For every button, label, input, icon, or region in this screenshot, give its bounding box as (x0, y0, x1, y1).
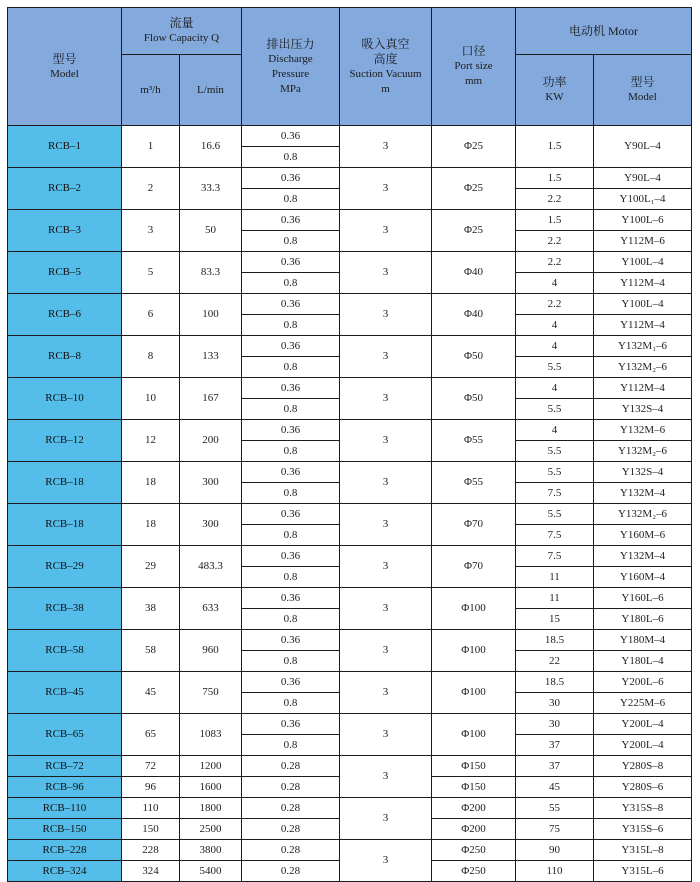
table-row (8, 294, 692, 315)
pressure-cell: 0.28 (242, 798, 340, 819)
header-power: 功率 KW (516, 55, 594, 126)
pressure-cell: 0.36 (242, 126, 340, 147)
port-size-cell: Φ100 (432, 630, 516, 672)
pressure-cell: 0.8 (242, 231, 340, 252)
flow-lmin-cell: 750 (180, 672, 242, 714)
power-cell: 22 (516, 651, 594, 672)
flow-lmin-cell: 33.3 (180, 168, 242, 210)
power-cell: 4 (516, 336, 594, 357)
model-cell: RCB–72 (8, 756, 122, 777)
table-header (8, 8, 692, 126)
power-cell: 110 (516, 861, 594, 882)
flow-lmin-cell: 633 (180, 588, 242, 630)
model-cell: RCB–65 (8, 714, 122, 756)
power-cell: 2.2 (516, 231, 594, 252)
power-cell: 18.5 (516, 672, 594, 693)
power-cell: 1.5 (516, 210, 594, 231)
model-cell: RCB–45 (8, 672, 122, 714)
power-cell: 4 (516, 315, 594, 336)
power-cell: 5.5 (516, 462, 594, 483)
pressure-cell: 0.8 (242, 693, 340, 714)
motor-model-cell: Y315S–8 (594, 798, 692, 819)
motor-model-cell: Y225M–6 (594, 693, 692, 714)
flow-m3h-cell: 65 (122, 714, 180, 756)
table-row (8, 336, 692, 357)
pressure-cell: 0.36 (242, 714, 340, 735)
port-size-cell: Φ100 (432, 714, 516, 756)
pressure-cell: 0.8 (242, 147, 340, 168)
port-size-cell: Φ40 (432, 252, 516, 294)
flow-lmin-cell: 1600 (180, 777, 242, 798)
motor-model-cell: Y132M–4 (594, 483, 692, 504)
pressure-cell: 0.36 (242, 504, 340, 525)
port-size-cell: Φ25 (432, 210, 516, 252)
model-cell: RCB–324 (8, 861, 122, 882)
power-cell: 2.2 (516, 294, 594, 315)
flow-m3h-cell: 2 (122, 168, 180, 210)
port-size-cell: Φ25 (432, 126, 516, 168)
port-size-cell: Φ100 (432, 672, 516, 714)
model-cell: RCB–8 (8, 336, 122, 378)
motor-model-cell: Y100L–6 (594, 210, 692, 231)
table-row (8, 756, 692, 777)
port-size-cell: Φ70 (432, 546, 516, 588)
power-cell: 4 (516, 420, 594, 441)
suction-cell: 3 (340, 840, 432, 882)
model-cell: RCB–29 (8, 546, 122, 588)
header-motor-model: 型号 Model (594, 55, 692, 126)
flow-lmin-cell: 200 (180, 420, 242, 462)
motor-model-cell: Y112M–4 (594, 273, 692, 294)
pressure-cell: 0.36 (242, 630, 340, 651)
motor-model-cell: Y132M₂–6 (594, 504, 692, 525)
pressure-cell: 0.28 (242, 756, 340, 777)
suction-cell: 3 (340, 546, 432, 588)
flow-m3h-cell: 58 (122, 630, 180, 672)
motor-model-cell: Y315L–6 (594, 861, 692, 882)
motor-model-cell: Y315L–8 (594, 840, 692, 861)
suction-cell: 3 (340, 126, 432, 168)
port-size-cell: Φ200 (432, 798, 516, 819)
pressure-cell: 0.8 (242, 525, 340, 546)
table-row (8, 840, 692, 861)
suction-cell: 3 (340, 672, 432, 714)
table-row (8, 798, 692, 819)
pressure-cell: 0.8 (242, 609, 340, 630)
pressure-cell: 0.36 (242, 252, 340, 273)
motor-model-cell: Y160L–6 (594, 588, 692, 609)
table-body (8, 126, 692, 882)
pressure-cell: 0.36 (242, 378, 340, 399)
flow-m3h-cell: 3 (122, 210, 180, 252)
motor-model-cell: Y315S–6 (594, 819, 692, 840)
flow-m3h-cell: 150 (122, 819, 180, 840)
pressure-cell: 0.8 (242, 651, 340, 672)
flow-m3h-cell: 8 (122, 336, 180, 378)
power-cell: 5.5 (516, 504, 594, 525)
motor-model-cell: Y200L–6 (594, 672, 692, 693)
motor-model-cell: Y180L–6 (594, 609, 692, 630)
suction-cell: 3 (340, 756, 432, 798)
suction-cell: 3 (340, 714, 432, 756)
table-row (8, 126, 692, 147)
header-flow-lmin: L/min (180, 55, 242, 126)
power-cell: 15 (516, 609, 594, 630)
motor-model-cell: Y132M–4 (594, 546, 692, 567)
power-cell: 4 (516, 273, 594, 294)
power-cell: 37 (516, 756, 594, 777)
header-pressure: 排出压力 Discharge Pressure MPa (242, 8, 340, 126)
pressure-cell: 0.36 (242, 336, 340, 357)
flow-m3h-cell: 18 (122, 462, 180, 504)
flow-lmin-cell: 2500 (180, 819, 242, 840)
motor-model-cell: Y180M–4 (594, 630, 692, 651)
power-cell: 11 (516, 588, 594, 609)
motor-model-cell: Y160M–6 (594, 525, 692, 546)
power-cell: 75 (516, 819, 594, 840)
power-cell: 5.5 (516, 399, 594, 420)
flow-m3h-cell: 38 (122, 588, 180, 630)
motor-model-cell: Y200L–4 (594, 714, 692, 735)
port-size-cell: Φ55 (432, 462, 516, 504)
flow-m3h-cell: 96 (122, 777, 180, 798)
power-cell: 90 (516, 840, 594, 861)
header-port-size: 口径 Port size mm (432, 8, 516, 126)
power-cell: 7.5 (516, 483, 594, 504)
table-row (8, 672, 692, 693)
motor-model-cell: Y100L₁–4 (594, 189, 692, 210)
pressure-cell: 0.8 (242, 189, 340, 210)
model-cell: RCB–18 (8, 462, 122, 504)
flow-m3h-cell: 110 (122, 798, 180, 819)
power-cell: 30 (516, 714, 594, 735)
port-size-cell: Φ100 (432, 588, 516, 630)
motor-model-cell: Y132M₂–6 (594, 357, 692, 378)
pressure-cell: 0.8 (242, 315, 340, 336)
power-cell: 30 (516, 693, 594, 714)
header-model: 型号 Model (8, 8, 122, 126)
flow-lmin-cell: 83.3 (180, 252, 242, 294)
motor-model-cell: Y112M–4 (594, 315, 692, 336)
flow-lmin-cell: 133 (180, 336, 242, 378)
suction-cell: 3 (340, 798, 432, 840)
suction-cell: 3 (340, 168, 432, 210)
power-cell: 1.5 (516, 168, 594, 189)
motor-model-cell: Y132M–6 (594, 420, 692, 441)
table-row (8, 168, 692, 189)
model-cell: RCB–38 (8, 588, 122, 630)
pressure-cell: 0.28 (242, 840, 340, 861)
motor-model-cell: Y112M–4 (594, 378, 692, 399)
pressure-cell: 0.28 (242, 861, 340, 882)
suction-cell: 3 (340, 462, 432, 504)
flow-m3h-cell: 45 (122, 672, 180, 714)
power-cell: 2.2 (516, 189, 594, 210)
motor-model-cell: Y280S–8 (594, 756, 692, 777)
pressure-cell: 0.28 (242, 777, 340, 798)
power-cell: 45 (516, 777, 594, 798)
flow-lmin-cell: 1083 (180, 714, 242, 756)
flow-m3h-cell: 12 (122, 420, 180, 462)
power-cell: 37 (516, 735, 594, 756)
pressure-cell: 0.36 (242, 168, 340, 189)
suction-cell: 3 (340, 336, 432, 378)
port-size-cell: Φ55 (432, 420, 516, 462)
port-size-cell: Φ150 (432, 777, 516, 798)
power-cell: 5.5 (516, 441, 594, 462)
pressure-cell: 0.36 (242, 420, 340, 441)
power-cell: 4 (516, 378, 594, 399)
motor-model-cell: Y112M–6 (594, 231, 692, 252)
flow-lmin-cell: 16.6 (180, 126, 242, 168)
model-cell: RCB–1 (8, 126, 122, 168)
port-size-cell: Φ50 (432, 336, 516, 378)
flow-m3h-cell: 10 (122, 378, 180, 420)
model-cell: RCB–150 (8, 819, 122, 840)
model-cell: RCB–10 (8, 378, 122, 420)
port-size-cell: Φ50 (432, 378, 516, 420)
model-cell: RCB–3 (8, 210, 122, 252)
flow-lmin-cell: 5400 (180, 861, 242, 882)
motor-model-cell: Y200L–4 (594, 735, 692, 756)
pressure-cell: 0.28 (242, 819, 340, 840)
flow-lmin-cell: 100 (180, 294, 242, 336)
table-row (8, 546, 692, 567)
suction-cell: 3 (340, 420, 432, 462)
flow-m3h-cell: 1 (122, 126, 180, 168)
table-row (8, 588, 692, 609)
power-cell: 18.5 (516, 630, 594, 651)
flow-lmin-cell: 50 (180, 210, 242, 252)
port-size-cell: Φ200 (432, 819, 516, 840)
header-suction: 吸入真空 高度 Suction Vacuum m (340, 8, 432, 126)
power-cell: 5.5 (516, 357, 594, 378)
table-row (8, 504, 692, 525)
flow-m3h-cell: 72 (122, 756, 180, 777)
pressure-cell: 0.8 (242, 441, 340, 462)
flow-lmin-cell: 3800 (180, 840, 242, 861)
power-cell: 11 (516, 567, 594, 588)
header-flow: 流量 Flow Capacity Q (122, 8, 242, 55)
flow-m3h-cell: 228 (122, 840, 180, 861)
table-row (8, 420, 692, 441)
motor-model-cell: Y280S–6 (594, 777, 692, 798)
pressure-cell: 0.36 (242, 588, 340, 609)
pressure-cell: 0.8 (242, 357, 340, 378)
model-cell: RCB–110 (8, 798, 122, 819)
header-flow-m3h: m³/h (122, 55, 180, 126)
port-size-cell: Φ150 (432, 756, 516, 777)
motor-model-cell: Y160M–4 (594, 567, 692, 588)
suction-cell: 3 (340, 504, 432, 546)
motor-model-cell: Y90L–4 (594, 168, 692, 189)
motor-model-cell: Y100L–4 (594, 252, 692, 273)
suction-cell: 3 (340, 252, 432, 294)
power-cell: 55 (516, 798, 594, 819)
pressure-cell: 0.8 (242, 273, 340, 294)
suction-cell: 3 (340, 588, 432, 630)
suction-cell: 3 (340, 630, 432, 672)
power-cell: 1.5 (516, 126, 594, 168)
flow-lmin-cell: 1800 (180, 798, 242, 819)
pressure-cell: 0.36 (242, 294, 340, 315)
flow-lmin-cell: 960 (180, 630, 242, 672)
flow-lmin-cell: 483.3 (180, 546, 242, 588)
flow-lmin-cell: 300 (180, 462, 242, 504)
model-cell: RCB–6 (8, 294, 122, 336)
table-row (8, 462, 692, 483)
pressure-cell: 0.36 (242, 462, 340, 483)
flow-m3h-cell: 18 (122, 504, 180, 546)
flow-m3h-cell: 29 (122, 546, 180, 588)
power-cell: 7.5 (516, 525, 594, 546)
pressure-cell: 0.36 (242, 546, 340, 567)
port-size-cell: Φ250 (432, 861, 516, 882)
port-size-cell: Φ25 (432, 168, 516, 210)
motor-model-cell: Y132S–4 (594, 462, 692, 483)
pressure-cell: 0.8 (242, 735, 340, 756)
model-cell: RCB–58 (8, 630, 122, 672)
suction-cell: 3 (340, 294, 432, 336)
flow-m3h-cell: 5 (122, 252, 180, 294)
header-motor: 电动机 Motor (516, 8, 692, 55)
suction-cell: 3 (340, 378, 432, 420)
power-cell: 2.2 (516, 252, 594, 273)
table-row (8, 210, 692, 231)
motor-model-cell: Y90L–4 (594, 126, 692, 168)
flow-m3h-cell: 324 (122, 861, 180, 882)
pressure-cell: 0.36 (242, 210, 340, 231)
pressure-cell: 0.8 (242, 399, 340, 420)
motor-model-cell: Y132S–4 (594, 399, 692, 420)
motor-model-cell: Y132M₂–6 (594, 441, 692, 462)
port-size-cell: Φ250 (432, 840, 516, 861)
pressure-cell: 0.8 (242, 483, 340, 504)
suction-cell: 3 (340, 210, 432, 252)
motor-model-cell: Y180L–4 (594, 651, 692, 672)
pressure-cell: 0.8 (242, 567, 340, 588)
port-size-cell: Φ40 (432, 294, 516, 336)
table-row (8, 714, 692, 735)
flow-lmin-cell: 167 (180, 378, 242, 420)
motor-model-cell: Y132M₁–6 (594, 336, 692, 357)
pump-spec-table (7, 7, 692, 882)
model-cell: RCB–96 (8, 777, 122, 798)
model-cell: RCB–2 (8, 168, 122, 210)
table-row (8, 630, 692, 651)
flow-lmin-cell: 300 (180, 504, 242, 546)
flow-lmin-cell: 1200 (180, 756, 242, 777)
port-size-cell: Φ70 (432, 504, 516, 546)
flow-m3h-cell: 6 (122, 294, 180, 336)
model-cell: RCB–5 (8, 252, 122, 294)
power-cell: 7.5 (516, 546, 594, 567)
model-cell: RCB–12 (8, 420, 122, 462)
motor-model-cell: Y100L–4 (594, 294, 692, 315)
table-row (8, 252, 692, 273)
model-cell: RCB–18 (8, 504, 122, 546)
table-row (8, 378, 692, 399)
pressure-cell: 0.36 (242, 672, 340, 693)
model-cell: RCB–228 (8, 840, 122, 861)
